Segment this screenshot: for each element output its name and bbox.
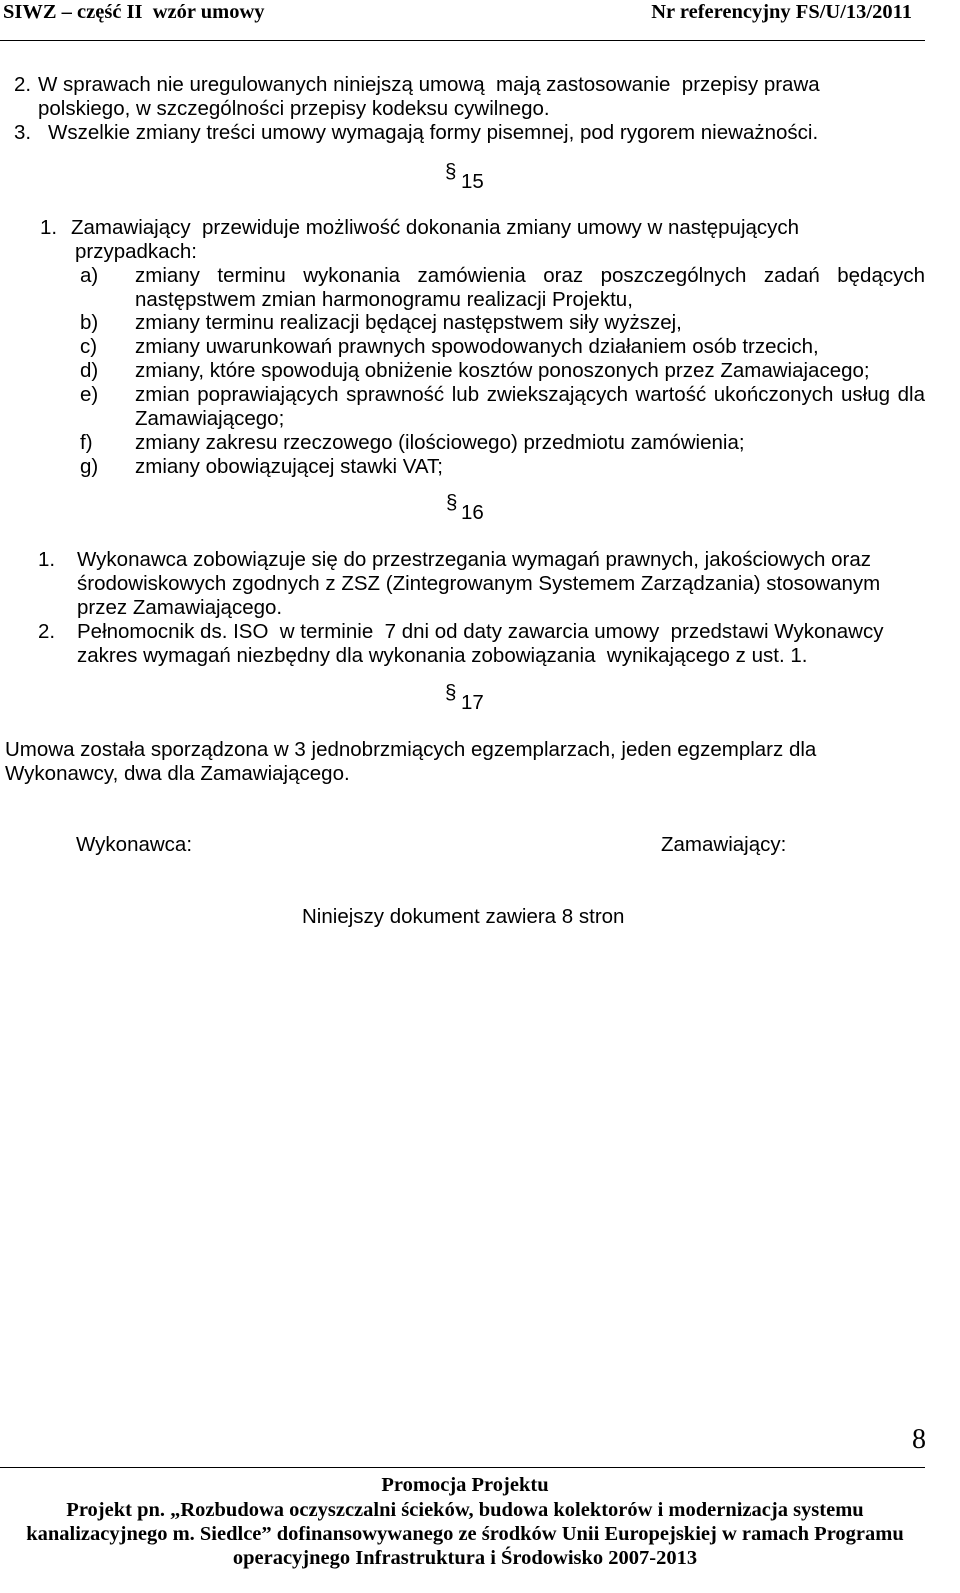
section-symbol: § [446,491,458,514]
header-reference-number: Nr referencyjny FS/U/13/2011 [651,1,912,23]
paragraph-line: Wykonawcy, dwa dla Zamawiającego. [5,762,350,785]
page-number: 8 [912,1424,926,1455]
list-item-line: zmiany, które spowodują obniżenie kosztów ponoszonych przez Zamawiajacego; [135,359,870,382]
list-label: a) [80,264,99,287]
footer-title: Promocja Projektu [381,1474,549,1496]
list-label: b) [80,311,99,334]
footer-line: Projekt pn. „Rozbudowa oczyszczalni ścieków, budowa kolektorów i modernizacja systemu [66,1499,864,1521]
paragraph-line: przez Zamawiającego. [77,596,283,619]
page-count-note: Niniejszy dokument zawiera 8 stron [302,905,625,928]
section-number: 15 [461,170,484,193]
paragraph-line: W sprawach nie uregulowanych niniejszą umową mają zastosowanie przepisy prawa [38,73,820,96]
employer-signature-label: Zamawiający: [661,833,787,856]
paragraph-line: Pełnomocnik ds. ISO w terminie 7 dni od daty zawarcia umowy przedstawi Wykonawcy [77,620,884,643]
paragraph-line: Umowa została sporządzona w 3 jednobrzmiących egzemplarzach, jeden egzemplarz dla [5,738,817,761]
item-number: 2. [38,620,56,643]
paragraph-line: Wykonawca zobowiązuje się do przestrzegania wymagań prawnych, jakościowych oraz [77,548,871,571]
list-item-line: zmiany zakresu rzeczowego (ilościowego) przedmiotu zamówienia; [135,431,745,454]
list-item-line: zmiany terminu realizacji będącej następstwem siły wyższej, [135,311,682,334]
section-symbol: § [445,681,457,704]
paragraph-line: Zamawiający przewiduje możliwość dokonania zmiany umowy w następujących [71,216,800,239]
footer-rule [0,1467,925,1468]
item-number: 1. [38,548,56,571]
item-number: 3. [14,121,32,144]
list-label: f) [80,431,93,454]
list-label: d) [80,359,99,382]
item-number: 1. [40,216,58,239]
section-symbol: § [445,160,457,183]
list-item-line: zmiany terminu wykonania zamówienia oraz poszczególnych zadań będących [135,264,925,287]
footer-line: kanalizacyjnego m. Siedlce” dofinansowywanego ze środków Unii Europejskiej w ramach Programu [26,1523,904,1545]
list-item-line: Zamawiającego; [135,407,285,430]
section-number: 16 [461,501,484,524]
header-title: SIWZ – część II wzór umowy [3,1,265,23]
list-label: e) [80,383,99,406]
section-number: 17 [461,691,484,714]
paragraph-line: zakres wymagań niezbędny dla wykonania zobowiązania wynikającego z ust. 1. [77,644,808,667]
list-item-line: zmiany obowiązującej stawki VAT; [135,455,444,478]
list-item-line: zmian poprawiających sprawność lub zwiekszających wartość ukończonych usług dla [135,383,925,406]
list-item-line: zmiany uwarunkowań prawnych spowodowanych działaniem osób trzecich, [135,335,819,358]
header-rule [0,40,925,41]
paragraph-line: Wszelkie zmiany treści umowy wymagają formy pisemnej, pod rygorem nieważności. [48,121,819,144]
list-label: c) [80,335,98,358]
paragraph-line: polskiego, w szczególności przepisy kodeksu cywilnego. [38,97,550,120]
paragraph-line: środowiskowych zgodnych z ZSZ (Zintegrowanym Systemem Zarządzania) stosowanym [77,572,881,595]
item-number: 2. [14,73,32,96]
list-item-line: następstwem zmian harmonogramu realizacji Projektu, [135,288,633,311]
list-label: g) [80,455,99,478]
footer-line: operacyjnego Infrastruktura i Środowisko 2007-2013 [232,1547,698,1569]
paragraph-line: przypadkach: [75,240,197,263]
contractor-signature-label: Wykonawca: [76,833,193,856]
